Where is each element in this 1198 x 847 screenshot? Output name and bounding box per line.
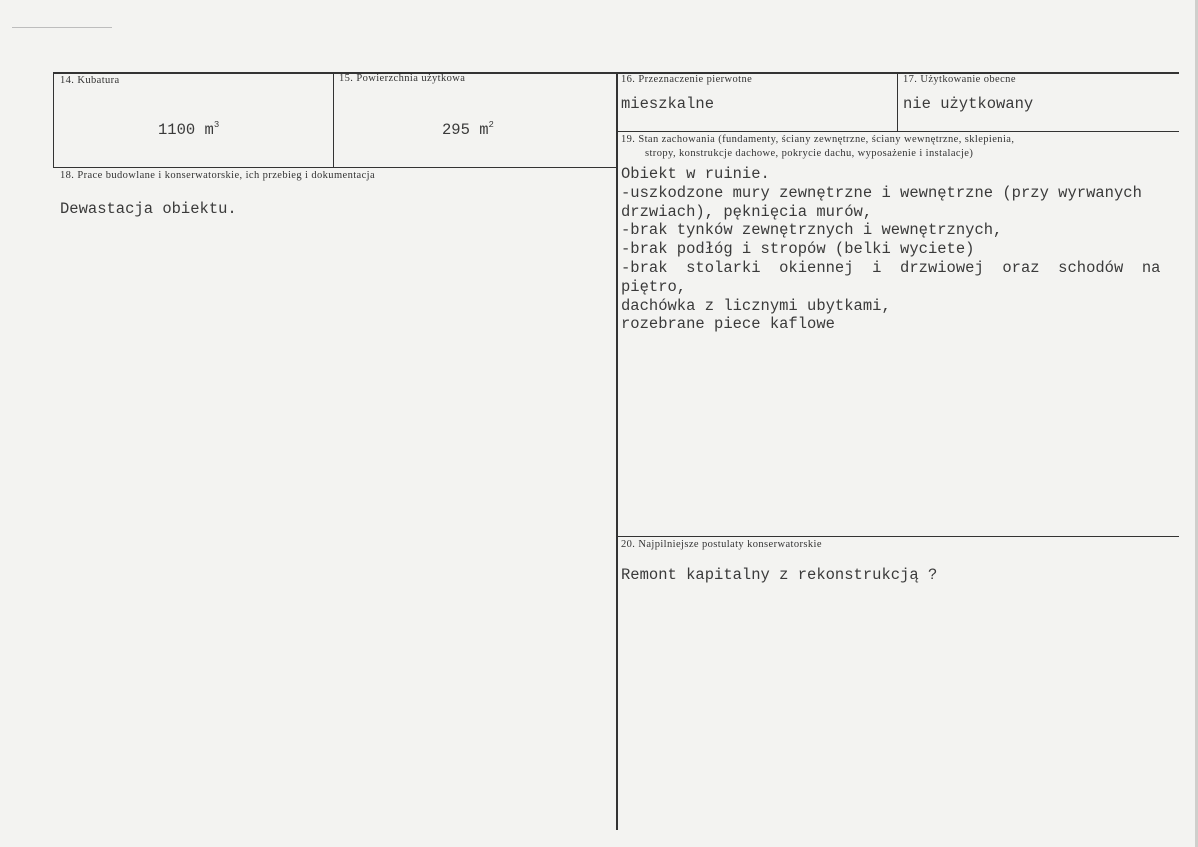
left-rule	[53, 72, 54, 168]
field-19-line: Obiekt w ruinie.	[621, 165, 770, 183]
rule-above-19	[616, 131, 1179, 132]
field-19-line: drzwiach), pęknięcia murów,	[621, 202, 873, 221]
field-16-value: mieszkalne	[621, 95, 715, 113]
field-19-line: rozebrane piece kaflowe	[621, 315, 835, 334]
field-15-value	[442, 117, 494, 139]
field-18-label: 18. Prace budowlane i konserwatorskie, ich przebieg i dokumentacja	[60, 170, 376, 181]
field-15-unit-exponent: 2	[488, 120, 494, 130]
field-14-unit-exponent: 3	[213, 120, 220, 130]
divider-16-17	[897, 72, 898, 131]
divider-14-15	[333, 72, 334, 168]
rule-above-18	[53, 167, 617, 168]
field-19-line: -uszkodzone mury zewnętrzne i wewnętrzne (przy wyrwanych	[621, 183, 1142, 202]
rule-above-20	[616, 536, 1179, 537]
field-15-number: 295 m	[442, 121, 489, 139]
field-19-line: dachówka z licznymi ubytkami,	[621, 296, 891, 315]
field-19-label-line2: stropy, konstrukcje dachowe, pokrycie dachu, wyposażenie i instalacje)	[645, 148, 974, 159]
field-19-line: piętro,	[621, 277, 687, 296]
field-14-label: 14. Kubatura	[60, 75, 120, 86]
field-17-value: nie użytkowany	[903, 95, 1034, 113]
field-14-value	[158, 117, 219, 139]
field-16-label: 16. Przeznaczenie pierwotne	[621, 74, 753, 85]
field-17-label: 17. Użytkowanie obecne	[903, 74, 1016, 85]
field-19-label-line1: 19. Stan zachowania (fundamenty, ściany zewnętrzne, ściany wewnętrzne, sklepienia,	[621, 134, 1015, 145]
field-19-line: -brak podłóg i stropów (belki wyciete)	[621, 240, 975, 259]
field-19-line: -brak stolarki okiennej i drzwiowej oraz schodów na	[621, 259, 1161, 277]
center-divider	[616, 72, 618, 830]
field-14-number: 1100 m	[158, 121, 214, 139]
field-19-line: -brak tynków zewnętrznych i wewnętrznych,	[621, 221, 1003, 240]
field-20-label: 20. Najpilniejsze postulaty konserwatorskie	[621, 539, 822, 550]
top-edge-mark	[12, 27, 112, 28]
field-20-value: Remont kapitalny z rekonstrukcją ?	[621, 566, 938, 584]
field-15-label: 15. Powierzchnia użytkowa	[339, 73, 466, 84]
field-18-value: Dewastacja obiektu.	[60, 200, 237, 218]
